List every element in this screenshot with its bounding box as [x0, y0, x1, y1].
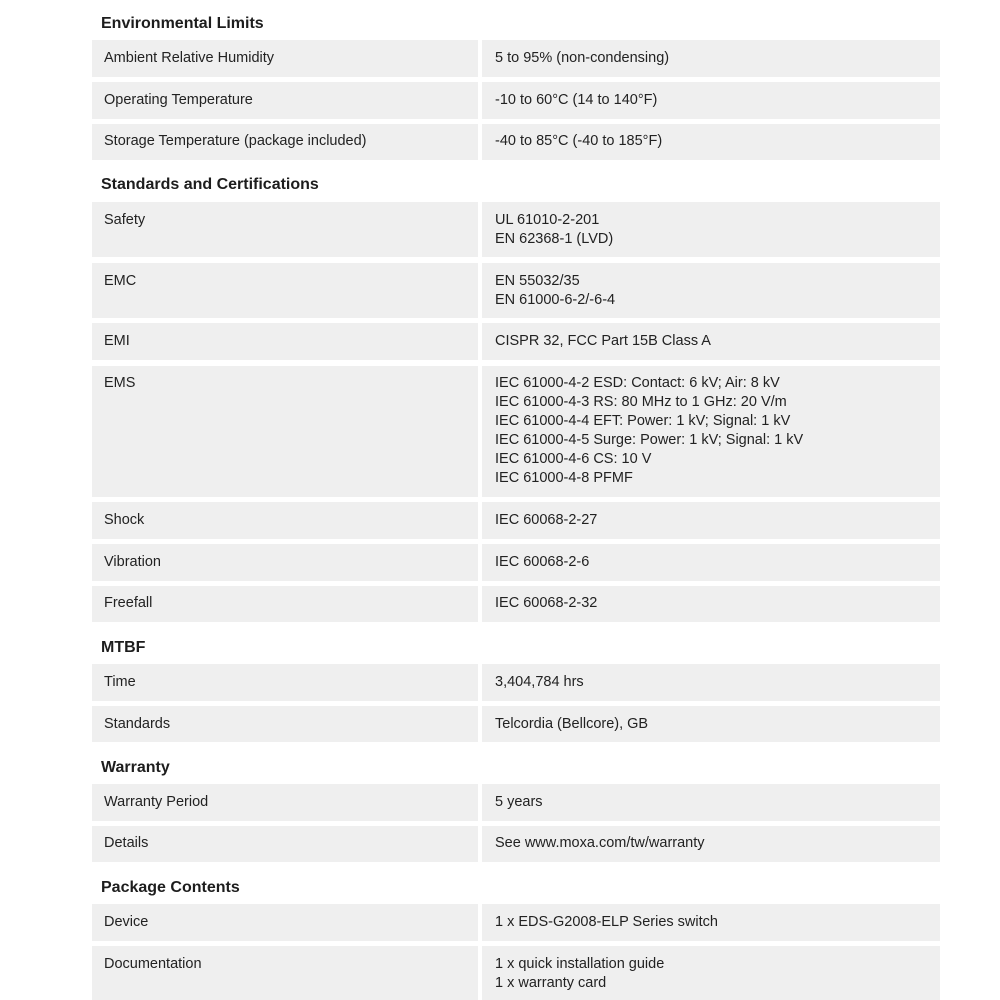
spec-value: IEC 60068-2-32 [482, 586, 940, 622]
spec-label: Warranty Period [92, 784, 478, 821]
spec-value: EN 55032/35 EN 61000-6-2/-6-4 [482, 263, 940, 318]
spec-label: Operating Temperature [92, 82, 478, 119]
spec-label: Storage Temperature (package included) [92, 124, 478, 160]
section-heading-warranty: Warranty [101, 759, 170, 776]
section-heading-mtbf: MTBF [101, 639, 146, 656]
spec-label: Shock [92, 502, 478, 539]
spec-label: EMS [92, 366, 478, 497]
spec-value: 5 to 95% (non-condensing) [482, 40, 940, 77]
table-row [92, 82, 940, 119]
table-row [92, 502, 940, 539]
spec-label: Time [92, 664, 478, 701]
table-row [92, 664, 940, 701]
spec-label: Documentation [92, 946, 478, 1000]
spec-value: See www.moxa.com/tw/warranty [482, 826, 940, 862]
spec-label: Vibration [92, 544, 478, 581]
section-heading-standards-and-certifications: Standards and Certifications [101, 176, 319, 193]
spec-value: IEC 60068-2-6 [482, 544, 940, 581]
spec-value: 3,404,784 hrs [482, 664, 940, 701]
spec-value: 5 years [482, 784, 940, 821]
table-row [92, 784, 940, 821]
spec-label: Device [92, 904, 478, 941]
table-row [92, 904, 940, 941]
table-row [92, 946, 940, 1000]
table-row [92, 366, 940, 497]
spec-label: Details [92, 826, 478, 862]
table-row [92, 263, 940, 318]
spec-label: Standards [92, 706, 478, 742]
table-row [92, 706, 940, 742]
section-heading-environmental-limits: Environmental Limits [101, 15, 264, 32]
table-row [92, 544, 940, 581]
spec-value: Telcordia (Bellcore), GB [482, 706, 940, 742]
spec-value: IEC 60068-2-27 [482, 502, 940, 539]
table-row [92, 323, 940, 360]
spec-label: EMI [92, 323, 478, 360]
spec-label: Safety [92, 202, 478, 257]
spec-label: Freefall [92, 586, 478, 622]
table-row [92, 202, 940, 257]
spec-value: -10 to 60°C (14 to 140°F) [482, 82, 940, 119]
spec-value: UL 61010-2-201 EN 62368-1 (LVD) [482, 202, 940, 257]
spec-value: -40 to 85°C (-40 to 185°F) [482, 124, 940, 160]
spec-label: Ambient Relative Humidity [92, 40, 478, 77]
spec-value: 1 x EDS-G2008-ELP Series switch [482, 904, 940, 941]
table-row [92, 826, 940, 862]
section-heading-package-contents: Package Contents [101, 879, 240, 896]
table-row [92, 586, 940, 622]
spec-value: CISPR 32, FCC Part 15B Class A [482, 323, 940, 360]
table-row [92, 124, 940, 160]
table-row [92, 40, 940, 77]
spec-value: IEC 61000-4-2 ESD: Contact: 6 kV; Air: 8 kV IEC 61000-4-3 RS: 80 MHz to 1 GHz: 20 V/m IEC 61000-4-4 EFT: Power: 1 kV; Signal: 1 kV IEC 61000-4-5 Surge: Power: 1 kV; Signal: 1 kV IEC 61000-4-6 CS: 10 V IEC 61000-4-8 PFMF [482, 366, 940, 497]
spec-value: 1 x quick installation guide 1 x warranty card [482, 946, 940, 1000]
spec-label: EMC [92, 263, 478, 318]
